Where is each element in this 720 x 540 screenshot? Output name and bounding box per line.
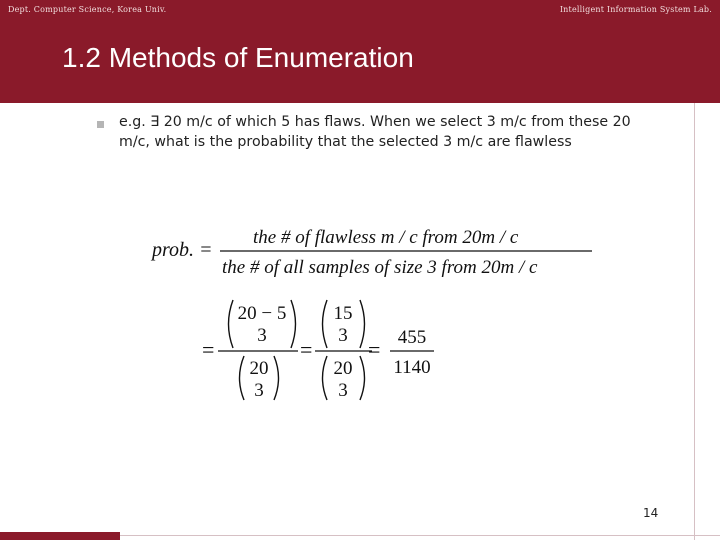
binom4-top: 20	[333, 358, 353, 379]
probability-formula	[140, 212, 610, 412]
formula-equals-1: =	[202, 337, 215, 362]
bullet-marker	[97, 121, 104, 128]
formula-numerator: the # of flawless m / c from 20m / c	[253, 227, 519, 248]
binom3-top: 20	[249, 358, 269, 379]
binomial-20-choose-3-right	[323, 356, 365, 401]
header-department: Dept. Computer Science, Korea Univ.	[8, 5, 167, 14]
binomial-20-choose-3-left	[240, 356, 279, 401]
binom2-bottom: 3	[338, 325, 348, 346]
binom1-bottom: 3	[257, 325, 267, 346]
slide-header	[0, 0, 720, 103]
formula-lhs: prob. =	[152, 239, 213, 261]
page-number: 14	[643, 506, 659, 520]
result-numerator: 455	[397, 327, 427, 348]
binom1-top: 20 − 5	[237, 303, 287, 324]
binomial-15-choose-3	[323, 300, 365, 348]
binom4-bottom: 3	[338, 380, 348, 401]
bullet-text: e.g. ∃ 20 m/c of which 5 has flaws. When we select 3 m/c from these 20 m/c, what is the probability that the selected 3 m/c are flawless	[119, 114, 631, 150]
right-divider	[694, 103, 695, 540]
header-lab: Intelligent Information System Lab.	[559, 5, 712, 14]
binom2-top: 15	[333, 303, 353, 324]
footer-accent-bar	[0, 532, 120, 540]
formula-equals-3: =	[368, 337, 381, 362]
footer-line	[120, 535, 720, 536]
slide-title: 1.2 Methods of Enumeration	[62, 42, 414, 73]
formula-equals-2: =	[300, 337, 313, 362]
formula-denominator: the # of all samples of size 3 from 20m / c	[222, 257, 538, 278]
binomial-20-minus-5-choose-3	[229, 300, 296, 348]
binom3-bottom: 3	[254, 380, 264, 401]
result-denominator: 1140	[393, 357, 431, 378]
